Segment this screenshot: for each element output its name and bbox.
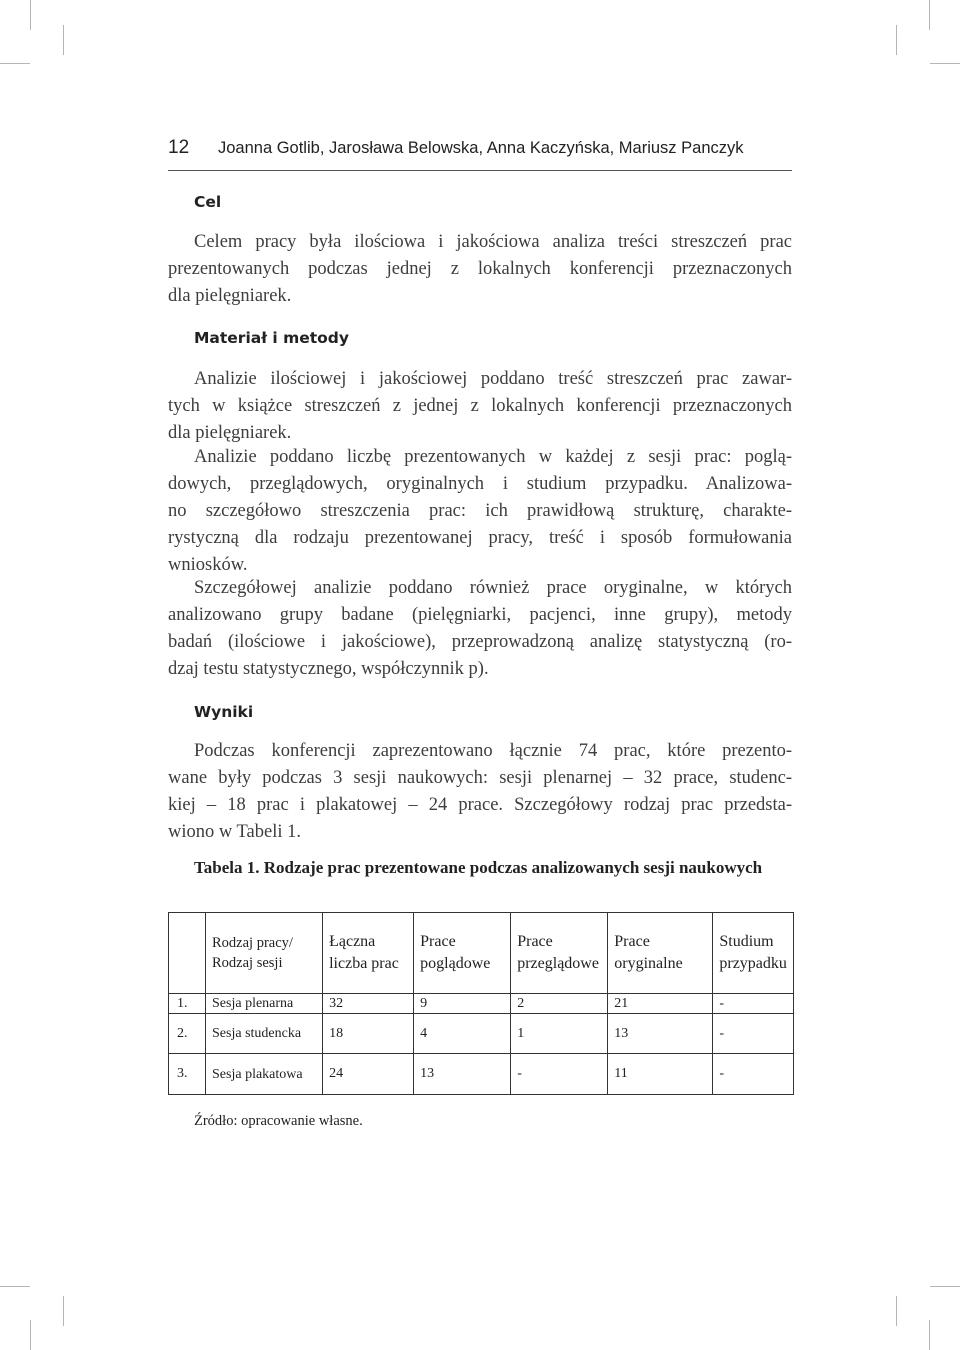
table-header-row	[169, 913, 794, 994]
table-cell: 24	[323, 1054, 414, 1095]
table-row	[169, 1054, 794, 1095]
table-header-cell: Studium przypadku	[713, 913, 794, 994]
table-header-cell: Prace przeglądowe	[511, 913, 608, 994]
text-line: dla pielęgniarek.	[168, 423, 292, 443]
data-table	[168, 912, 794, 1095]
table-cell: 13	[608, 1014, 713, 1054]
text-line: wniosków.	[168, 555, 248, 575]
table-cell: Sesja plakatowa	[206, 1054, 323, 1095]
text-line: dowych, przeglądowych, oryginalnych i studium przypadku. Analizowa-	[168, 474, 792, 494]
table-cell: 32	[323, 994, 414, 1014]
paragraph-material-1	[168, 366, 792, 447]
section-heading-cel: Cel	[194, 193, 222, 211]
table-header-cell: Prace poglądowe	[414, 913, 511, 994]
authors: Joanna Gotlib, Jarosława Belowska, Anna Kaczyńska, Mariusz Panczyk	[218, 139, 744, 157]
crop-mark	[930, 1286, 960, 1287]
text-line: wane były podczas 3 sesji naukowych: sesji plenarnej – 32 prace, studenc-	[168, 768, 792, 788]
text-line: rystyczną dla rodzaju prezentowanej pracy, treść i sposób formułowania	[168, 528, 792, 548]
table-cell: Sesja studencka	[206, 1014, 323, 1054]
table-cell: 4	[414, 1014, 511, 1054]
table-cell: -	[713, 994, 794, 1014]
crop-mark	[30, 1320, 31, 1350]
text-line: Celem pracy była ilościowa i jakościowa analiza treści streszczeń prac	[194, 232, 792, 252]
crop-mark	[63, 1296, 64, 1326]
paragraph-material-3	[168, 575, 792, 683]
page-number: 12	[168, 137, 190, 158]
table-caption: Tabela 1. Rodzaje prac prezentowane podczas analizowanych sesji naukowych	[194, 858, 763, 877]
table-cell: Sesja plenarna	[206, 994, 323, 1014]
table-header-cell	[169, 913, 206, 994]
table-cell: 1.	[169, 994, 206, 1014]
text-line: Analizie poddano liczbę prezentowanych w każdej z sesji prac: poglą-	[194, 447, 792, 467]
table-source: Źródło: opracowanie własne.	[194, 1113, 363, 1129]
table-cell: 18	[323, 1014, 414, 1054]
table-cell: 3.	[169, 1054, 206, 1095]
crop-mark	[896, 25, 897, 55]
table-cell: 9	[414, 994, 511, 1014]
table-row	[169, 1014, 794, 1054]
table-cell: -	[511, 1054, 608, 1095]
table-cell: 1	[511, 1014, 608, 1054]
crop-mark	[0, 1286, 30, 1287]
crop-mark	[930, 63, 960, 64]
table-row	[169, 994, 794, 1014]
table-cell: 21	[608, 994, 713, 1014]
table-cell: 2.	[169, 1014, 206, 1054]
crop-mark	[30, 0, 31, 30]
section-heading-material: Materiał i metody	[194, 329, 349, 347]
text-line: Analizie ilościowej i jakościowej poddano treść streszczeń prac zawar-	[194, 369, 792, 389]
crop-mark	[896, 1296, 897, 1326]
table-header-cell: Łączna liczba prac	[323, 913, 414, 994]
text-line: analizowano grupy badane (pielęgniarki, pacjenci, inne grupy), metody	[168, 605, 792, 625]
table-header-cell: Prace oryginalne	[608, 913, 713, 994]
paragraph-cel	[168, 229, 792, 310]
text-line: wiono w Tabeli 1.	[168, 822, 301, 842]
table-header-cell: Rodzaj pracy/ Rodzaj sesji	[206, 913, 323, 994]
text-line: kiej – 18 prac i plakatowej – 24 prace. Szczegółowy rodzaj prac przedsta-	[168, 795, 792, 815]
text-line: badań (ilościowe i jakościowe), przeprowadzoną analizę statystyczną (ro-	[168, 632, 792, 652]
text-line: tych w książce streszczeń z jednej z lokalnych konferencji przeznaczonych	[168, 396, 792, 416]
running-head	[168, 137, 794, 159]
text-line: Szczegółowej analizie poddano również prace oryginalne, w których	[194, 578, 792, 598]
table-cell: 13	[414, 1054, 511, 1095]
section-heading-wyniki: Wyniki	[194, 703, 254, 721]
paragraph-material-2	[168, 444, 792, 579]
crop-mark	[929, 0, 930, 30]
text-line: prezentowanych podczas jednej z lokalnych konferencji przeznaczonych	[168, 259, 792, 279]
table-cell: 11	[608, 1054, 713, 1095]
text-line: dzaj testu statystycznego, współczynnik p).	[168, 659, 489, 679]
paragraph-wyniki	[168, 738, 792, 846]
text-line: dla pielęgniarek.	[168, 286, 292, 306]
table-cell: -	[713, 1054, 794, 1095]
crop-mark	[63, 25, 64, 55]
table-cell: -	[713, 1014, 794, 1054]
text-line: Podczas konferencji zaprezentowano łącznie 74 prac, które prezento-	[194, 741, 792, 761]
crop-mark	[929, 1320, 930, 1350]
header-rule	[168, 170, 792, 171]
table-cell: 2	[511, 994, 608, 1014]
text-line: no szczegółowo streszczenia prac: ich prawidłową strukturę, charakte-	[168, 501, 792, 521]
crop-mark	[0, 63, 30, 64]
